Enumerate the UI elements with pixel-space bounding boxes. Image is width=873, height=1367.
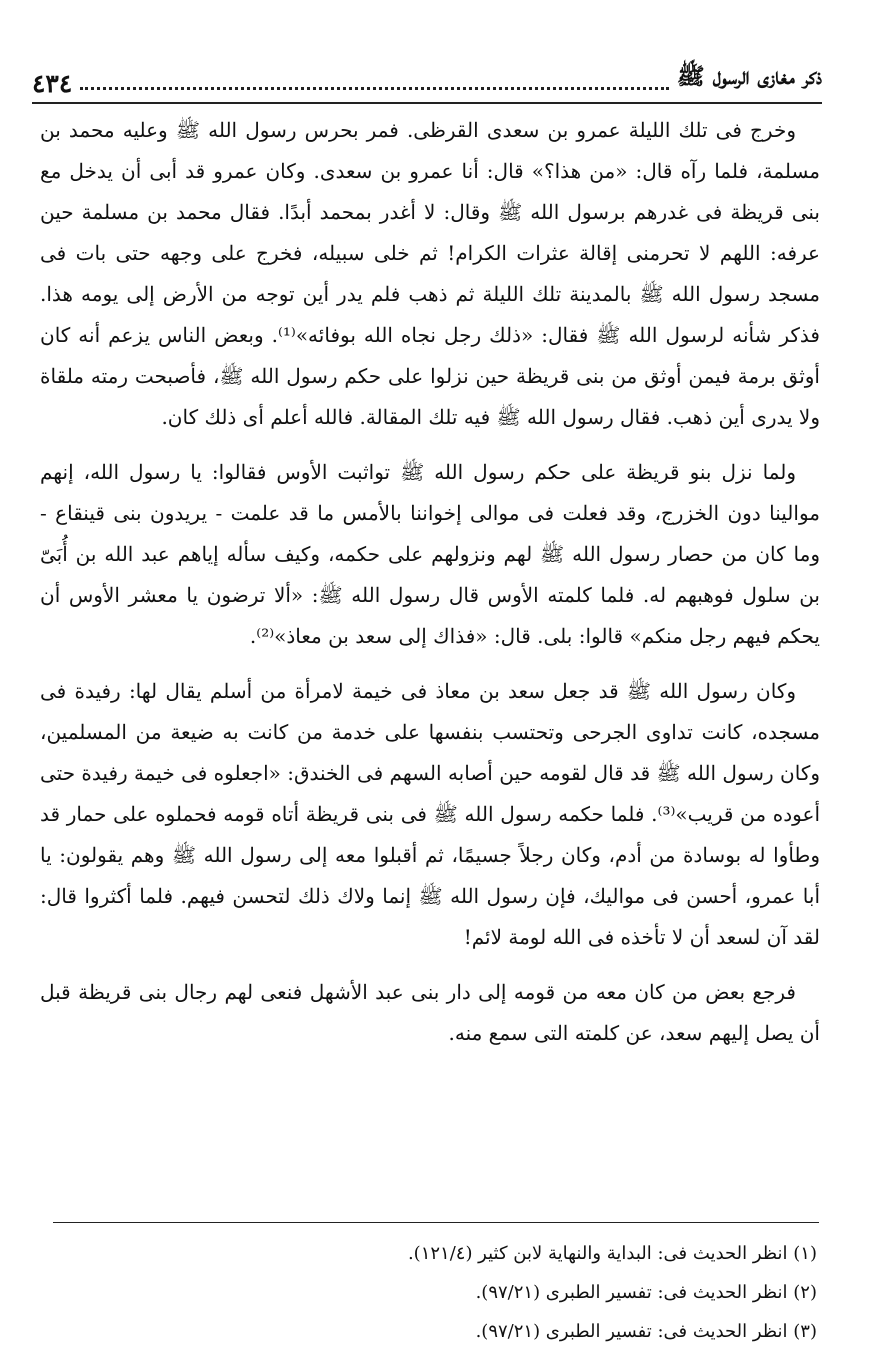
paragraph: ولما نزل بنو قريظة على حكم رسول الله ﷺ تواثبت الأوس فقالوا: يا رسول الله، إنهم موالينا دون الخزرج، وقد فعلت فى موالى إخواننا بالأمس ما قد علمت - يريدون بنى قينقاع - وما كان من حصار رسول الله ﷺ لهم ونزولهم على حكمه، وكيف سأله إياهم عبد الله بن أُبَىّ بن سلول فوهبهم له. فلما كلمته الأوس قال رسول الله ﷺ: «ألا ترضون يا معشر الأوس أن يحكم فيهم رجل منكم» قالوا: بلى. قال: «فذاك إلى سعد بن معاذ»⁽²⁾.: [40, 460, 820, 648]
footnote-divider: [53, 1222, 819, 1223]
header-dot-leader: [80, 86, 669, 90]
paragraph: وخرج فى تلك الليلة عمرو بن سعدى القرظى. فمر بحرس رسول الله ﷺ وعليه محمد بن مسلمة، فلما رآه قال: «من هذا؟» قال: أنا عمرو بن سعدى. وكان عمرو قد أبى أن يدخل مع بنى قريظة فى غدرهم برسول الله ﷺ وقال: لا أغدر بمحمد أبدًا. فقال محمد بن مسلمة حين عرفه: اللهم لا تحرمنى إقالة عثرات الكرام! ثم خلى سبيله، فخرج على وجهه حتى بات فى مسجد رسول الله ﷺ بالمدينة تلك الليلة ثم ذهب فلم يدر أين توجه من الأرض إلى يومه هذا. فذكر شأنه لرسول الله ﷺ فقال: «ذلك رجل نجاه الله بوفائه»⁽¹⁾. وبعض الناس يزعم أنه كان أوثق برمة فيمن أوثق من بنى قريظة حين نزلوا على حكم رسول الله ﷺ، فأصبحت رمته ملقاة ولا يدرى أين ذهب. فقال رسول الله ﷺ فيه تلك المقالة. فالله أعلم أى ذلك كان.: [40, 118, 821, 429]
paragraph-gap: [40, 958, 820, 972]
paragraph-gap: [40, 657, 820, 671]
main-text: [40, 110, 820, 1054]
paragraph: فرجع بعض من كان معه من قومه إلى دار بنى عبد الأشهل فنعى لهم رجال بنى قريظة قبل أن يصل إليهم سعد، عن كلمته التى سمع منه.: [40, 980, 820, 1045]
paragraph-gap: [40, 438, 820, 452]
footnote: (١) انظر الحديث فى: البداية والنهاية لابن كثير (١٢١/٤).: [407, 1243, 817, 1264]
footnote: (٢) انظر الحديث فى: تفسير الطبرى (٩٧/٢١).: [475, 1282, 817, 1303]
running-header: [32, 62, 822, 104]
page-number: ٤٣٤: [32, 69, 73, 98]
footnotes: [57, 1234, 817, 1351]
footnote: (٣) انظر الحديث فى: تفسير الطبرى (٩٧/٢١).: [475, 1321, 817, 1342]
paragraph: وكان رسول الله ﷺ قد جعل سعد بن معاذ فى خيمة لامرأة من أسلم يقال لها: رفيدة فى مسجده، كانت تداوى الجرحى وتحتسب بنفسها على خدمة من كانت به ضيعة من المسلمين، وكان رسول الله ﷺ قد قال لقومه حين أصابه السهم فى الخندق: «اجعلوه فى خيمة رفيدة حتى أعوده من قريب»⁽³⁾. فلما حكمه رسول الله ﷺ فى بنى قريظة أتاه قومه فحملوه على حمار قد وطأوا له بوسادة من أدم، وكان رجلاً جسيمًا، ثم أقبلوا معه إلى رسول الله ﷺ وهم يقولون: يا أبا عمرو، أحسن فى مواليك، فإن رسول الله ﷺ إنما ولاك ذلك لتحسن فيهم. فلما أكثروا قال: لقد آن لسعد أن لا تأخذه فى الله لومة لائم!: [40, 679, 821, 949]
header-title: ذكر مغازى الرسول ﷺ: [676, 63, 822, 90]
